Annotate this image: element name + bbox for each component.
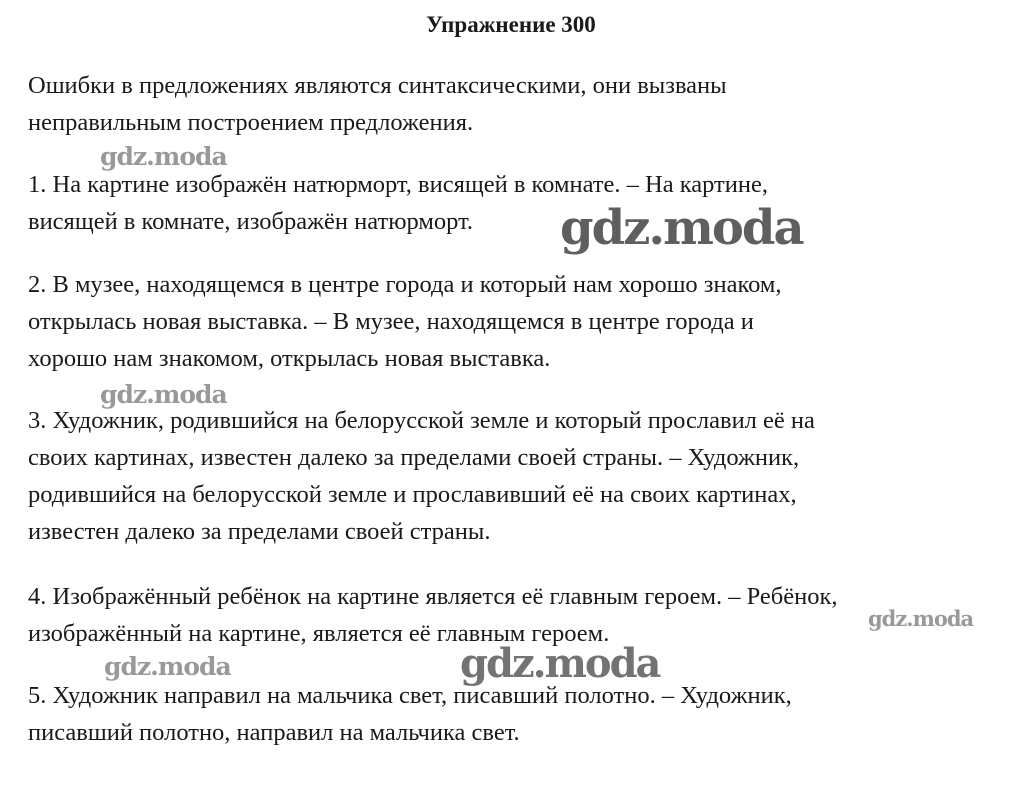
- item-line: изображённый на картине, является её главным героем.: [28, 620, 610, 647]
- watermark: gdz.moda: [100, 380, 227, 409]
- watermark: gdz.moda: [460, 640, 660, 687]
- item-line: известен далеко за пределами своей страны.: [28, 518, 491, 545]
- watermark: gdz.moda: [868, 606, 974, 631]
- item-3: [28, 402, 1003, 550]
- watermark: gdz.moda: [560, 200, 803, 256]
- item-line: 5. Художник направил на мальчика свет, писавший полотно. – Художник,: [28, 682, 792, 709]
- item-line: своих картинах, известен далеко за пределами своей страны. – Художник,: [28, 444, 800, 471]
- item-line: открылась новая выставка. – В музее, находящемся в центре города и: [28, 308, 754, 335]
- item-5: [28, 677, 1003, 751]
- item-line: хорошо нам знакомом, открылась новая выставка.: [28, 345, 551, 372]
- exercise-title: Упражнение 300: [426, 12, 596, 37]
- watermark: gdz.moda: [104, 652, 231, 681]
- item-line: 3. Художник, родившийся на белорусской земле и который прославил её на: [28, 407, 815, 434]
- item-line: 2. В музее, находящемся в центре города и который нам хорошо знаком,: [28, 271, 782, 298]
- item-line: висящей в комнате, изображён натюрморт.: [28, 208, 474, 235]
- intro-paragraph: [28, 67, 1003, 141]
- item-1: [28, 166, 1003, 240]
- intro-line: Ошибки в предложениях являются синтаксическими, они вызваны: [28, 72, 727, 99]
- intro-line: неправильным построением предложения.: [28, 109, 474, 136]
- item-2: [28, 266, 1003, 377]
- item-line: писавший полотно, направил на мальчика свет.: [28, 719, 520, 746]
- item-line: 4. Изображённый ребёнок на картине является её главным героем. – Ребёнок,: [28, 583, 838, 610]
- item-line: родившийся на белорусской земле и прославивший её на своих картинах,: [28, 481, 797, 508]
- watermark: gdz.moda: [100, 142, 227, 171]
- item-line: 1. На картине изображён натюрморт, висящей в комнате. – На картине,: [28, 171, 768, 198]
